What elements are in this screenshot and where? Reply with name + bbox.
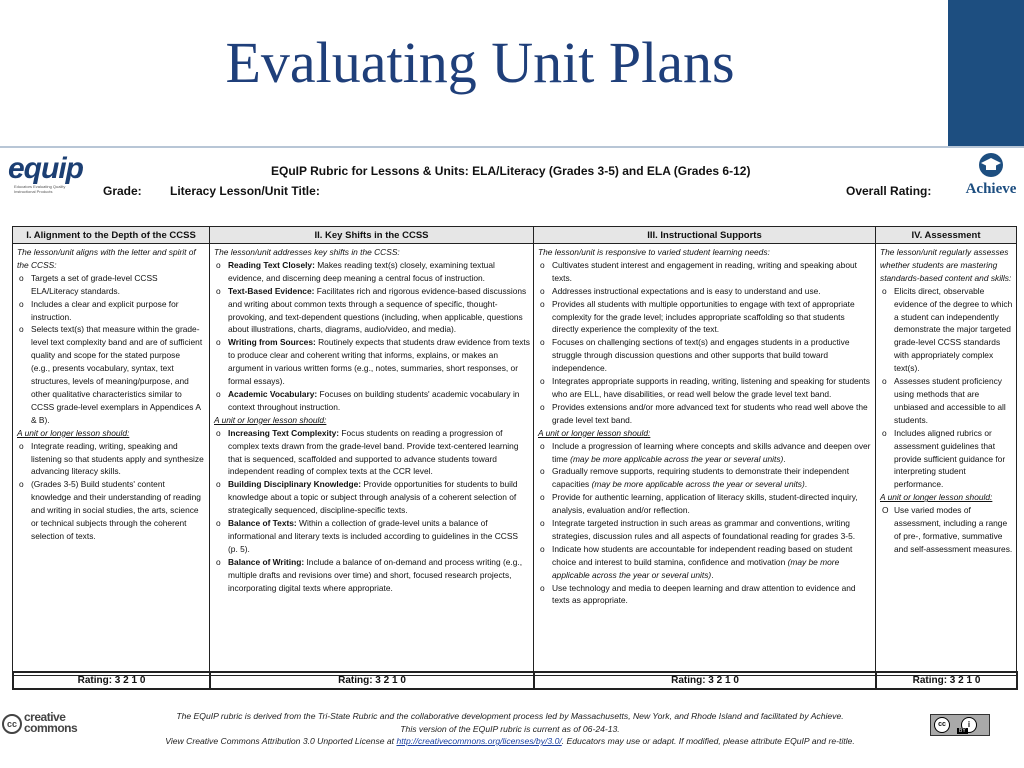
list-item: o Targets a set of grade-level CCSS ELA/Literacy standards. [19,272,158,296]
person-icon: i [961,717,977,733]
rating-key-shifts: Rating: 3 2 1 0 [210,672,534,689]
ratings-row [12,671,1018,690]
list-item: o Text-Based Evidence: Facilitates rich and rigorous evidence-based discussions and writing about common texts through a sequence of specific, thought-provoking, and text-dependent questions (including, when applicable, questions about illustrations, charts, diagrams, audio/video, and media). [216,285,527,335]
cc-by-badge [930,714,990,736]
col2-heading: II. Key Shifts in the CCSS [210,227,534,244]
footer [0,698,1024,768]
col2-key-shifts [210,244,534,676]
list-item: o Focuses on challenging sections of text(s) and engages students in a productive struggle through discussion questions and other supports that build toward independence. [540,337,850,374]
graduation-cap-icon [976,152,1006,178]
col3-instructional-supports [534,244,876,676]
list-item: o Includes a clear and explicit purpose for instruction. [19,298,179,322]
list-item: o Elicits direct, observable evidence of the degree to which a student can independently demonstrate the major targeted grade-level CCSS standards with appropriately complex text(s). [882,285,1013,374]
col4-longer-label: A unit or longer lesson should: [880,492,993,503]
list-item: o Include a progression of learning where concepts and skills advance and deepen over time (may be more applicable across the year or several units). [540,440,871,464]
list-item-continued: (e.g., presents vocabulary, syntax, text structures, levels of meaning/purpose, and other qualitative characteristics similar to CCSS grade-level exemplars in Appendices A & B). [31,363,201,425]
list-item: o Balance of Texts: Within a collection of grade-level units a balance of informational and literary texts is included according to guidelines in the CCSS (p. 5). [216,518,519,554]
rubric-table [12,226,1017,676]
cc-icon: cc [2,714,22,734]
creative-commons-logo [2,710,82,736]
list-item: o Addresses instructional expectations and is easy to understand and use. [540,285,821,296]
col1-alignment [13,244,210,676]
corner-accent-block [948,0,1024,146]
col3-intro: The lesson/unit is responsive to varied student learning needs: [538,247,770,257]
lesson-title-label: Literacy Lesson/Unit Title: [170,184,320,198]
col4-intro: The lesson/unit regularly assesses whether students are mastering standards-based content and skills: [880,247,1012,283]
title-divider [0,146,1024,148]
achieve-logo-word: Achieve [965,181,1017,197]
list-item: o Integrate reading, writing, speaking and listening so that students apply and synthesize advancing literacy skills. [19,440,204,477]
list-item: o Selects text(s) that measure within the grade-level text complexity band and are of sufficient quality and scope for the stated purpose [19,324,203,361]
license-line-1: The EQuIP rubric is derived from the Tri-State Rubric and the collaborative development process led by Massachusetts, New York, and Rhode Island and facilitated by Achieve. [176,711,844,721]
license-text [100,710,920,748]
list-item: o (Grades 3-5) Build students' content knowledge and their understanding of reading and writing in social studies, the arts, science or technical subjects through the coherent selection of texts. [19,479,201,541]
cc-badge-icon: cc [934,717,950,733]
license-link[interactable]: http://creativecommons.org/licenses/by/3.0/ [396,736,562,747]
list-item: o Provides extensions and/or more advanced text for students who read well above the grade level text band. [540,401,868,425]
col3-heading: III. Instructional Supports [534,227,876,244]
list-item: o Increasing Text Complexity: Focus students on reading a progression of complex texts drawn from the grade-level band. Provide text-centered learning that is sequenced, scaffolded and supported to advance students toward independent reading of complex texts at the CCR level. [216,427,519,477]
list-item: o Academic Vocabulary: Focuses on building students' academic vocabulary in context throughout instruction. [216,388,520,412]
list-item: o Writing from Sources: Routinely expects that students draw evidence from texts to produce clear and coherent writing that informs, explains, or makes an argument in various written forms (e.g., notes, summaries, short responses, or formal essays). [216,337,530,387]
rating-assessment: Rating: 3 2 1 0 [876,672,1017,689]
list-item: o Balance of Writing: Include a balance of on-demand and process writing (e.g., multiple drafts and revisions over time) and short, focused research projects, incorporating digital texts where appropriate. [216,556,523,593]
col3-longer-label: A unit or longer lesson should: [538,427,651,438]
equip-logo-word: equip [8,152,83,185]
list-item: o Integrates appropriate supports in reading, writing, listening and speaking for students who are ELL, have disabilities, or read well below the grade level text band. [540,376,870,399]
col4-heading: IV. Assessment [876,227,1017,244]
list-item: o Reading Text Closely: Makes reading text(s) closely, examining textual evidence, and discerning deep meaning a central focus of instruction. [216,259,495,283]
list-item: o Assesses student proficiency using methods that are unbiased and accessible to all students. [882,376,1006,425]
overall-rating-label: Overall Rating: [846,184,932,198]
col1-longer-label: A unit or longer lesson should: [17,427,130,438]
cc-logo-text-2: commons [24,721,78,735]
rubric-document [6,150,1018,698]
grade-label: Grade: [103,184,142,198]
cc-logo-text-1: creative [24,710,66,724]
by-label: BY [959,728,966,734]
col4-assessment [876,244,1017,676]
list-item: o Provides all students with multiple opportunities to engage with text of appropriate complexity for the grade level; includes appropriate scaffolding so that students directly experience the complexity of the text. [540,298,855,335]
equip-logo-tagline: Educators Evaluating Quality Instructional Products [14,184,66,194]
rating-alignment: Rating: 3 2 1 0 [13,672,210,689]
col2-longer-label: A unit or longer lesson should: [214,414,327,425]
list-item: o Gradually remove supports, requiring students to demonstrate their independent capacities (may be more applicable across the year or several units). [540,466,850,490]
equip-logo [8,152,88,194]
list-item: o Cultivates student interest and engagement in reading, writing and speaking about texts. [540,259,857,283]
list-item: o Includes aligned rubrics or assessment guidelines that provide sufficient guidance for interpreting student performance. [882,427,1006,490]
rubric-title: EQuIP Rubric for Lessons & Units: ELA/Literacy (Grades 3-5) and ELA (Grades 6-12) [271,164,751,178]
list-item: o Provide for authentic learning, application of literacy skills, student-directed inquiry, analysis, evaluation and/or reflection. [540,492,858,516]
list-item: o Integrate targeted instruction in such areas as grammar and conventions, writing strategies, discussion rules and all aspects of foundational reading for grades 3-5. [540,518,856,541]
rating-instructional-supports: Rating: 3 2 1 0 [534,672,876,689]
slide-title: Evaluating Unit Plans [225,30,735,95]
list-item: o Building Disciplinary Knowledge: Provide opportunities for students to build knowledge about a topic or subject through analysis of a coherent selection of strategically sequenced, discipline-specific texts. [216,479,518,516]
license-line-3: View Creative Commons Attribution 3.0 Unported License at http://creativecommons.org/licenses/by/3.0/. Educators may use or adapt. If modified, please attribute EQuIP and re-title. [165,736,855,747]
list-item: o Indicate how students are accountable for independent reading based on student choice and interest to build stamina, confidence and motivation (may be more applicable across the year or several units). [540,543,853,580]
col1-intro: The lesson/unit aligns with the letter and spirit of the CCSS: [17,247,196,270]
achieve-logo [964,152,1018,200]
col2-intro: The lesson/unit addresses key shifts in the CCSS: [214,247,400,257]
license-line-2: This version of the EQuIP rubric is current as of 06-24-13. [400,723,620,734]
list-item: o Use technology and media to deepen learning and draw attention to evidence and texts as appropriate. [540,582,856,606]
col1-heading: I. Alignment to the Depth of the CCSS [13,227,210,244]
list-item: O Use varied modes of assessment, including a range of pre-, formative, summative and self-assessment measures. [882,505,1013,554]
